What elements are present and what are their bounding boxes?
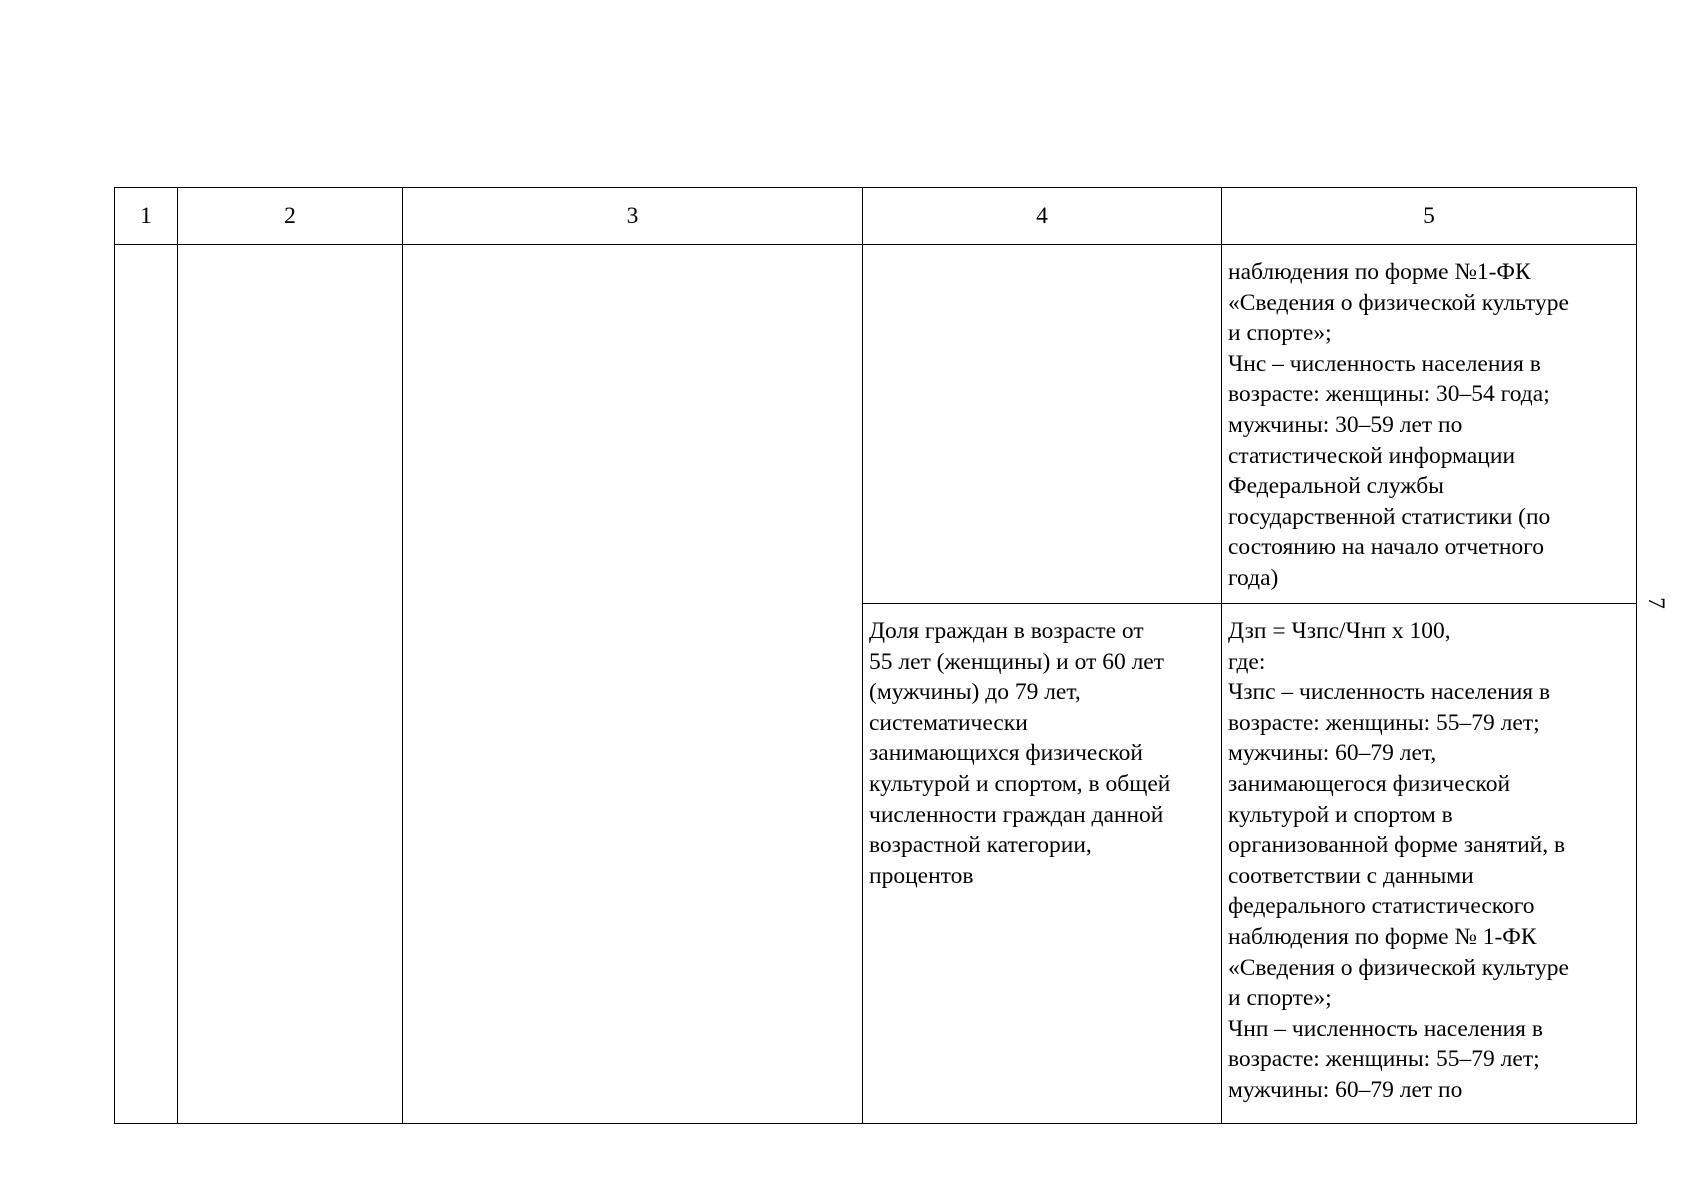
column-header-3: 3 bbox=[403, 188, 863, 245]
column-header-5: 5 bbox=[1222, 188, 1637, 245]
table-cell-col1 bbox=[115, 245, 178, 1124]
table-cell-col5 bbox=[1222, 245, 1637, 604]
formula-description: Дзп = Чзпс/Чнп х 100, где: Чзпс – численность населения в возрасте: женщины: 55–79 лет; мужчины: 60–79 лет, занимающегося физической культурой и спортом в организованной форме занятий, в соответствии с данными федерального статистического наблюдения по форме № 1-ФК «Сведения о физической культуре и спорте»; Чнп – численность населения в возрасте: женщины: 55–79 лет; мужчины: 60–79 лет по bbox=[1228, 618, 1569, 1103]
indicator-name: Доля граждан в возрасте от 55 лет (женщины) и от 60 лет (мужчины) до 79 лет, систематически занимающихся физической культурой и спортом, в общей численности граждан данной возрастной категории, процентов bbox=[869, 618, 1171, 889]
page-number: 7 bbox=[1643, 597, 1669, 609]
column-header-1: 1 bbox=[115, 188, 178, 245]
table-cell-col4 bbox=[863, 245, 1222, 604]
table-row bbox=[115, 245, 1637, 604]
column-header-2: 2 bbox=[178, 188, 403, 245]
formula-description-continued: наблюдения по форме №1-ФК «Сведения о физической культуре и спорте»; Чнс – численность населения в возрасте: женщины: 30–54 года; мужчины: 30–59 лет по статистической информации Федеральной службы государственной статистики (по состоянию на начало отчетного года) bbox=[1228, 259, 1569, 591]
table-cell-col2 bbox=[178, 245, 403, 1124]
table-cell-col4 bbox=[863, 604, 1222, 1124]
table-header-row bbox=[115, 188, 1637, 245]
table-cell-col3 bbox=[403, 245, 863, 1124]
column-header-4: 4 bbox=[863, 188, 1222, 245]
data-table bbox=[114, 187, 1637, 1124]
table-cell-col5 bbox=[1222, 604, 1637, 1124]
